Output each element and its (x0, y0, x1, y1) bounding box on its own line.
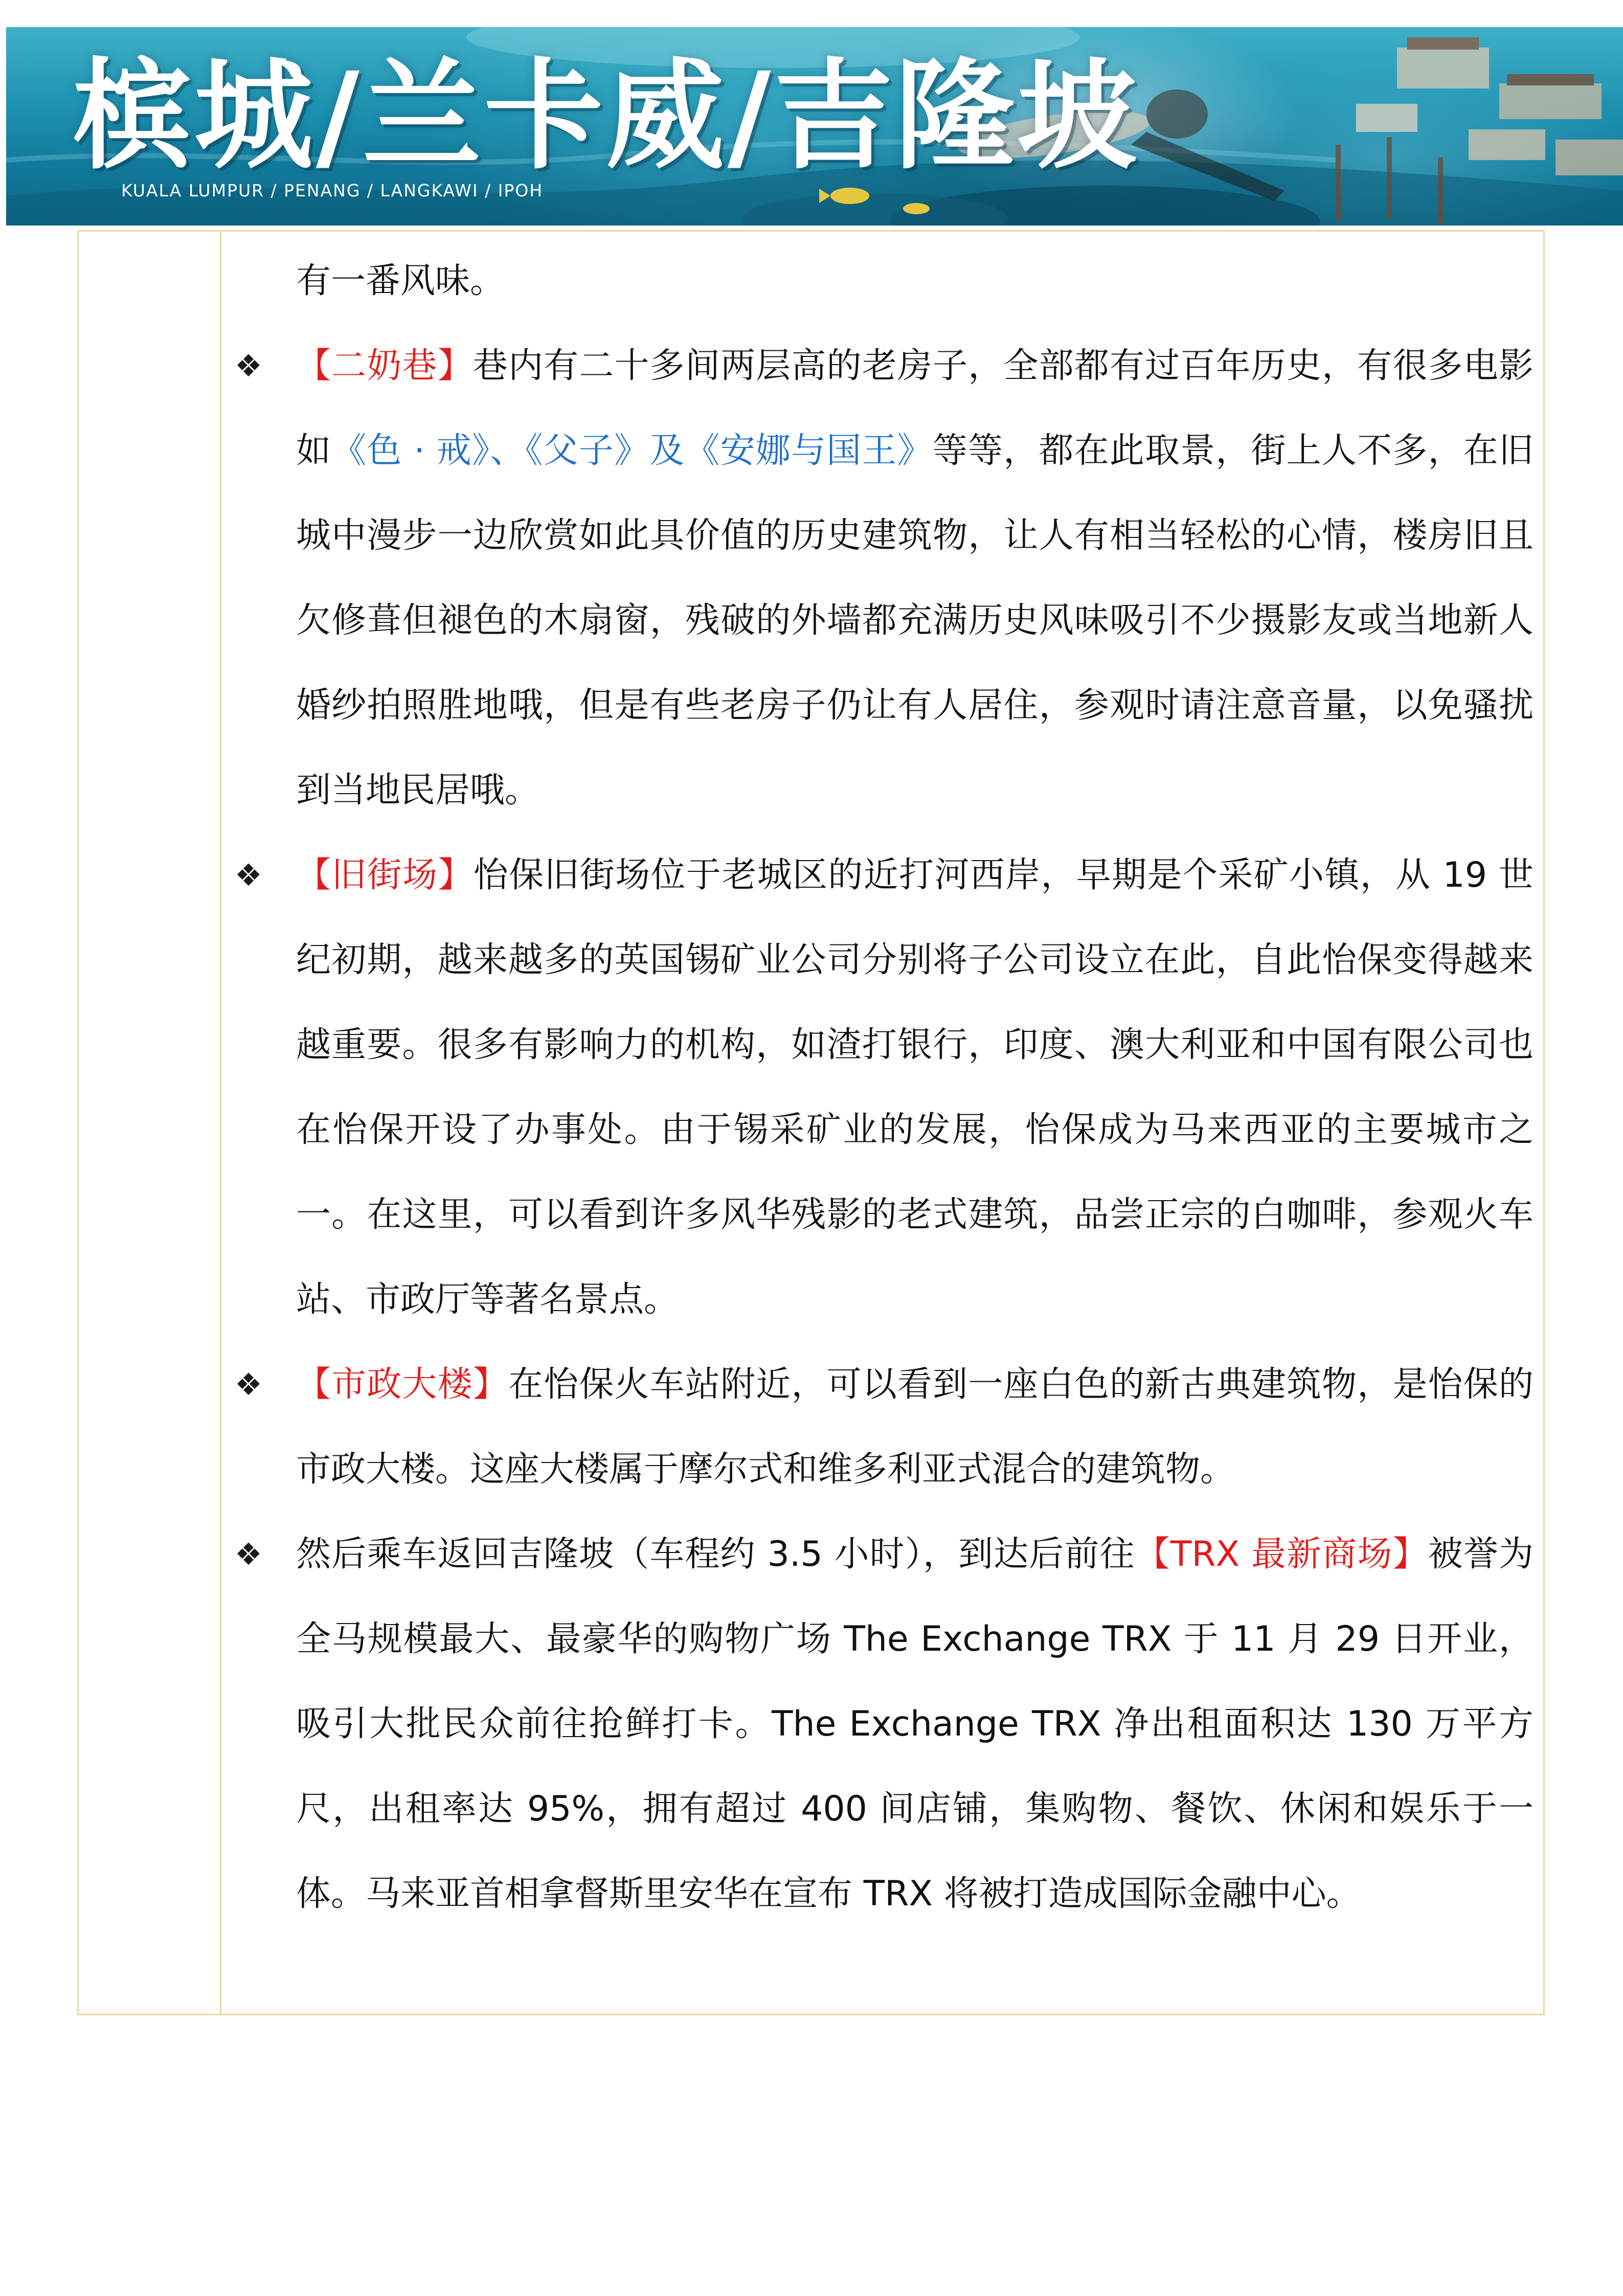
paragraph-text: 有一番风味。 (296, 261, 505, 301)
bullet-icon: ❖ (235, 348, 262, 384)
bullet-icon: ❖ (235, 1367, 262, 1403)
paragraph-text: 怡保旧街场位于老城区的近打河西岸，早期是个采矿小镇，从 19 世纪初期，越来越多的英国锡矿业公司分别将子公司设立在此，自此怡保变得越来越重要。很多有影响力的机构，如渣打银行，印度、澳大利亚和中国有限公司也在怡保开设了办事处。由于锡采矿业的发展，怡保成为马来西亚的主要城市之一。在这里，可以看到许多风华残影的老式建筑，品尝正宗的白咖啡，参观火车站、市政厅等著名景点。 (296, 855, 1534, 1320)
highlight-title: 【TRX 最新商场】 (1135, 1534, 1428, 1574)
paragraph-0 (235, 239, 1534, 324)
bullet-icon: ❖ (235, 858, 262, 893)
paragraph-text: 巷内有二十多间两层高的老房子，全部都有过百年历史，有很多电影如 (296, 346, 1534, 471)
itinerary-text-column (235, 239, 1534, 1937)
column-divider (220, 232, 221, 2014)
banner-title: 槟城/兰卡威/吉隆坡 (73, 46, 1139, 185)
paragraph-1 (235, 324, 1534, 833)
bullet-icon: ❖ (235, 1537, 262, 1572)
itinerary-table (77, 230, 1545, 2015)
highlight-title: 【市政大楼】 (296, 1364, 509, 1405)
paragraph-text: 等等，都在此取景，街上人不多，在旧城中漫步一边欣赏如此具价值的历史建筑物，让人有相当轻松的心情，楼房旧且欠修葺但褪色的木扇窗，残破的外墙都充满历史风味吸引不少摄影友或当地新人婚纱拍照胜地哦，但是有些老房子仍让有人居住，参观时请注意音量，以免骚扰到当地民居哦。 (296, 431, 1534, 811)
paragraph-text: 然后乘车返回吉隆坡（车程约 3.5 小时），到达后前往 (296, 1534, 1135, 1574)
paragraph-text: 在怡保火车站附近，可以看到一座白色的新古典建筑物，是怡保的市政大楼。这座大楼属于摩尔式和维多利亚式混合的建筑物。 (296, 1364, 1534, 1490)
paragraph-2 (235, 833, 1534, 1342)
highlight-title: 【二奶巷】 (296, 346, 473, 386)
film-titles: 《色 · 戒》、《父子》及《安娜与国王》 (331, 431, 933, 471)
paragraph-text: 被誉为全马规模最大、最豪华的购物广场 The Exchange TRX 于 11 月 29 日开业，吸引大批民众前往抢鲜打卡。The Exchange TRX 净出租面积达 130 万平方尺，出租率达 95%，拥有超过 400 间店铺，集购物、餐饮、休闲和娱乐于一体。马来亚首相拿督斯里安华在宣布 TRX 将被打造成国际金融中心。 (296, 1534, 1534, 1914)
banner-subtitle: KUALA LUMPUR / PENANG / LANGKAWI / IPOH (121, 181, 544, 200)
paragraph-3 (235, 1342, 1534, 1512)
header-banner (6, 27, 1623, 226)
paragraph-4 (235, 1512, 1534, 1937)
highlight-title: 【旧街场】 (296, 855, 474, 895)
